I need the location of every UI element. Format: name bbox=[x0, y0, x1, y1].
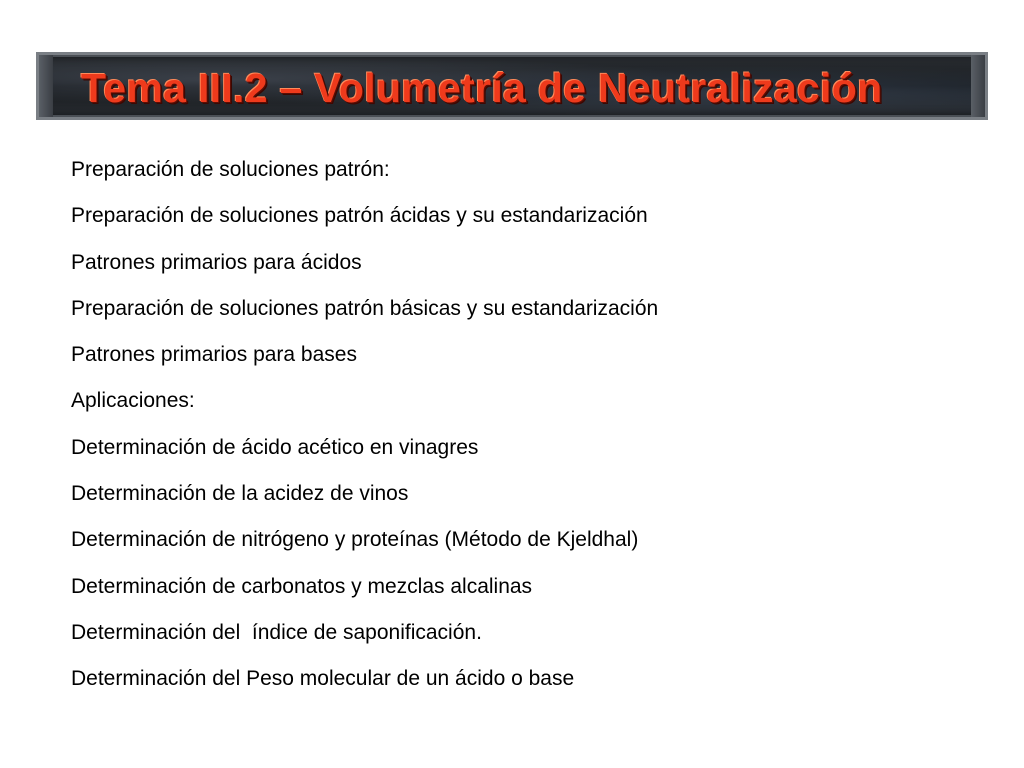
topic-item: Determinación de la acidez de vinos bbox=[71, 482, 409, 506]
topic-item: Patrones primarios para ácidos bbox=[71, 250, 362, 274]
topic-item: Patrones primarios para bases bbox=[71, 343, 357, 367]
topic-item: Preparación de soluciones patrón: bbox=[71, 158, 390, 181]
topic-item: Preparación de soluciones patrón ácidas y su estandarización bbox=[71, 204, 648, 228]
topic-item: Preparación de soluciones patrón básicas y su estandarización bbox=[71, 296, 659, 320]
title-banner bbox=[36, 52, 988, 120]
topic-list bbox=[71, 147, 658, 703]
banner-left-edge bbox=[39, 55, 53, 117]
topic-item: Determinación del Peso molecular de un ácido o base bbox=[71, 667, 575, 691]
topic-item: Determinación de carbonatos y mezclas alcalinas bbox=[71, 574, 533, 598]
topic-item: Determinación de ácido acético en vinagres bbox=[71, 435, 479, 459]
topic-item: Determinación de nitrógeno y proteínas (Método de Kjeldhal) bbox=[71, 528, 639, 552]
topic-item: Aplicaciones: bbox=[71, 389, 195, 413]
banner-right-edge bbox=[971, 55, 985, 117]
slide-title: Tema III.2 – Volumetría de Neutralización bbox=[81, 65, 883, 111]
topic-item: Determinación del índice de saponificación. bbox=[71, 620, 482, 644]
